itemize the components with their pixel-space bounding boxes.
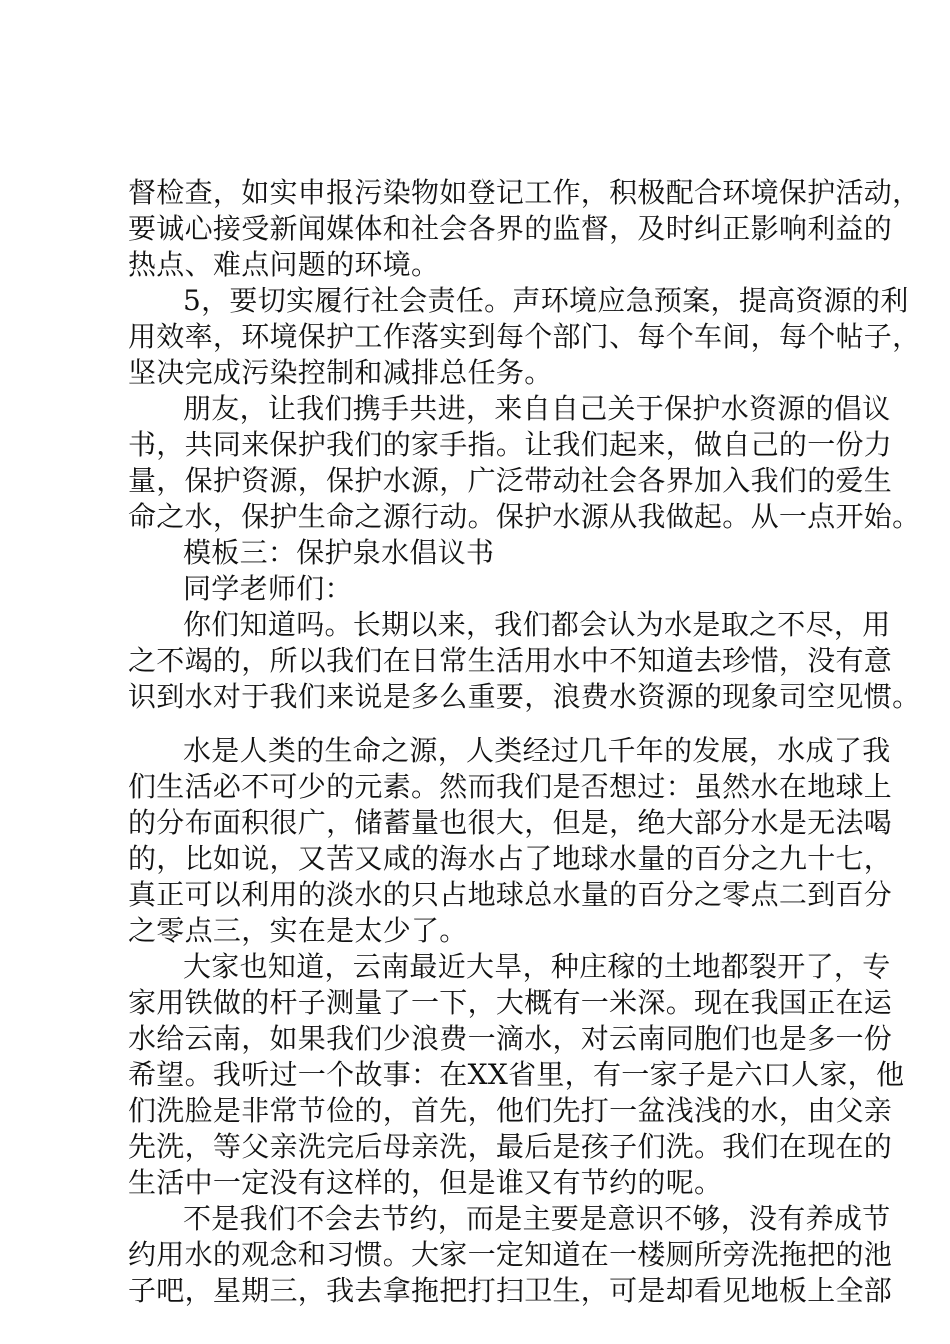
text-line: 水给云南，如果我们少浪费一滴水，对云南同胞们也是多一份 bbox=[128, 1022, 893, 1055]
text-line: 用效率，环境保护工作落实到每个部门、每个车间，每个帖子， bbox=[128, 320, 921, 353]
text-line: 量，保护资源，保护水源，广泛带动社会各界加入我们的爱生 bbox=[128, 464, 893, 497]
text-line: 不是我们不会去节约，而是主要是意识不够，没有养成节 bbox=[183, 1202, 891, 1235]
text-line: 们生活必不可少的元素。然而我们是否想过：虽然水在地球上 bbox=[128, 770, 893, 803]
salutation: 同学老师们： bbox=[183, 572, 353, 605]
section-title: 模板三：保护泉水倡议书 bbox=[183, 536, 495, 569]
text-line: 你们知道吗。长期以来，我们都会认为水是取之不尽，用 bbox=[183, 608, 891, 641]
text-line: 先洗，等父亲洗完后母亲洗，最后是孩子们洗。我们在现在的 bbox=[128, 1130, 893, 1163]
text-line: 之零点三，实在是太少了。 bbox=[128, 914, 468, 947]
text-line: 希望。我听过一个故事：在XX省里，有一家子是六口人家，他 bbox=[128, 1058, 905, 1091]
text-line: 大家也知道，云南最近大旱，种庄稼的土地都裂开了，专 bbox=[183, 950, 891, 983]
text-line: 督检查，如实申报污染物如登记工作，积极配合环境保护活动， bbox=[128, 176, 921, 209]
text-line: 识到水对于我们来说是多么重要，浪费水资源的现象司空见惯。 bbox=[128, 680, 921, 713]
text-line: 命之水，保护生命之源行动。保护水源从我做起。从一点开始。 bbox=[128, 500, 921, 533]
text-line: 的，比如说，又苦又咸的海水占了地球水量的百分之九十七， bbox=[128, 842, 893, 875]
text-line: 们洗脸是非常节俭的，首先，他们先打一盆浅浅的水，由父亲 bbox=[128, 1094, 893, 1127]
text-line: 书，共同来保护我们的家手指。让我们起来，做自己的一份力 bbox=[128, 428, 893, 461]
text-line: 生活中一定没有这样的，但是谁又有节约的呢。 bbox=[128, 1166, 723, 1199]
text-line: 的分布面积很广，储蓄量也很大，但是，绝大部分水是无法喝 bbox=[128, 806, 893, 839]
text-line: 要诚心接受新闻媒体和社会各界的监督，及时纠正影响利益的 bbox=[128, 212, 893, 245]
text-line: 家用铁做的杆子测量了一下，大概有一米深。现在我国正在运 bbox=[128, 986, 893, 1019]
text-line: 热点、难点问题的环境。 bbox=[128, 248, 440, 281]
text-line: 5，要切实履行社会责任。声环境应急预案，提高资源的利 bbox=[183, 284, 909, 317]
text-line: 之不竭的，所以我们在日常生活用水中不知道去珍惜，没有意 bbox=[128, 644, 893, 677]
text-line: 真正可以利用的淡水的只占地球总水量的百分之零点二到百分 bbox=[128, 878, 893, 911]
text-line: 约用水的观念和习惯。大家一定知道在一楼厕所旁洗拖把的池 bbox=[128, 1238, 893, 1271]
text-line: 朋友，让我们携手共进，来自自己关于保护水资源的倡议 bbox=[183, 392, 891, 425]
text-line: 坚决完成污染控制和减排总任务。 bbox=[128, 356, 553, 389]
text-line: 水是人类的生命之源，人类经过几千年的发展，水成了我 bbox=[183, 734, 891, 767]
text-line: 子吧，星期三，我去拿拖把打扫卫生，可是却看见地板上全部 bbox=[128, 1274, 893, 1307]
